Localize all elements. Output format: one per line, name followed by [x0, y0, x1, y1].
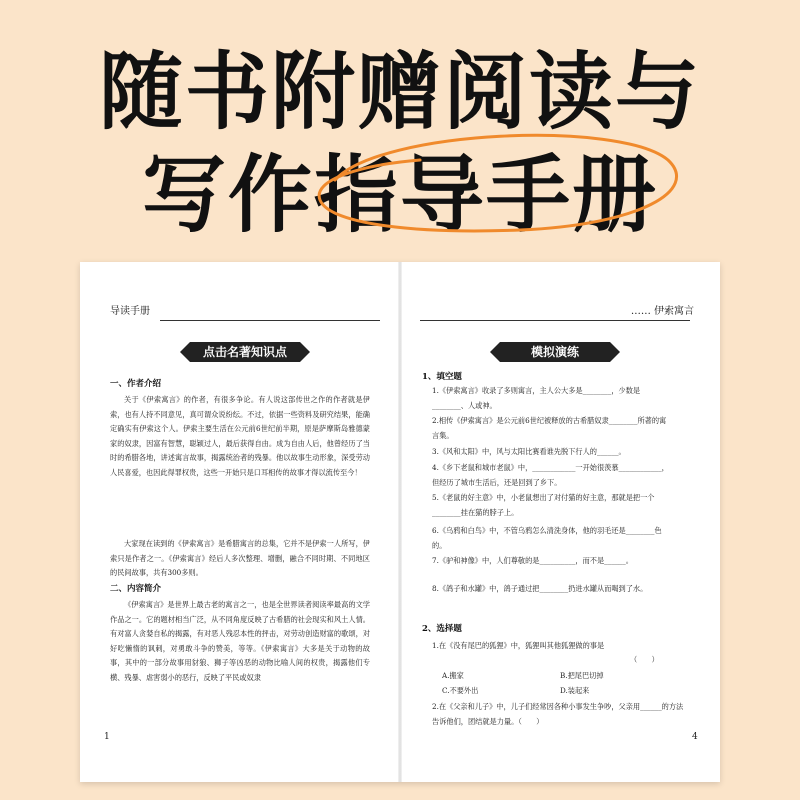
question-item: 2.在《父亲和儿子》中，儿子们经常因各种小事发生争吵，父亲用______的方法告诉他们，团结就是力量。（ ）: [432, 702, 684, 726]
header-rule: [160, 320, 380, 321]
section-title: 二、内容简介: [110, 584, 162, 594]
paragraph: 《伊索寓言》是世界上最古老的寓言之一，也是全世界读者阅读率最高的文学作品之一。它的题材相当广泛，从不同角度反映了古希腊的社会现实和风土人情。有对富人贪婪自私的揭露，有对恶人残忍本性的抨击，对劳动创造财富的歌颂，对好吃懒惰的讽刺，对勇敢斗争的赞美，等等。《伊索寓言》大多是关于动物的故事，其中的一部分故事用豺狼、狮子等凶恶的动物比喻人间的权贵，揭露他们专横、残暴、虐害弱小的恶行，反映了平民或奴隶: [110, 600, 370, 682]
option-b: B.把尾巴切掉: [560, 671, 604, 680]
header-title: 伊索寓言: [654, 306, 694, 317]
open-book: [80, 262, 720, 782]
section-title: 2、选择题: [422, 624, 462, 634]
section-banner: 模拟演练: [500, 342, 610, 362]
question-item: 2.相传《伊索寓言》是公元前6世纪被释放的古希腊奴隶________所著的寓言集。: [432, 416, 667, 440]
book-title-header: [631, 302, 694, 317]
question-item: 4.《乡下老鼠和城市老鼠》中，____________一开始很羡慕____________，但经历了城市生活后，还是回到了乡下。: [432, 463, 669, 487]
paragraph: 大家现在读到的《伊索寓言》是希腊寓言的总集，它并不是伊索一人所写，伊索只是作者之一。《伊索寓言》经后人多次整理、增删，融合不同时期、不同地区的民间故事，共有300多则。: [110, 539, 370, 578]
left-page: [80, 262, 400, 782]
section-title: 1、填空题: [422, 372, 462, 382]
question-item: 1.《伊索寓言》收录了多则寓言，主人公大多是________，少数是________、人或神。: [432, 386, 641, 410]
handbook-logo: 导读手册: [110, 306, 150, 317]
question-item: 6.《乌鸦和白鸟》中，不管乌鸦怎么清洗身体，他的羽毛还是________色的。: [432, 526, 662, 550]
question-item: 8.《鸽子和水罐》中，鸽子通过把________扔进水罐从而喝到了水。: [432, 584, 648, 593]
header-rule: [420, 320, 690, 321]
question-item: 3.《风和太阳》中，风与太阳比赛看谁先脱下行人的______。: [432, 447, 626, 456]
section-title: 一、作者介绍: [110, 379, 162, 389]
question-item: 7.《驴和神像》中，人们尊敬的是__________，而不是______。: [432, 556, 633, 565]
header-dots: ……: [630, 306, 651, 317]
question-item: 5.《老鼠的好主意》中，小老鼠想出了对付猫的好主意，那就是把一个________挂在猫的脖子上。: [432, 493, 655, 517]
page-number: 1: [104, 732, 110, 742]
answer-bracket: （ ）: [630, 655, 659, 664]
section-banner: 点击名著知识点: [190, 342, 300, 362]
option-c: C.不要外出: [442, 686, 479, 695]
option-d: D.装起来: [560, 686, 590, 695]
page-number: 4: [692, 732, 698, 742]
question-item: 1.在《没有尾巴的狐狸》中，狐狸叫其他狐狸做的事是: [432, 641, 605, 650]
right-page: [400, 262, 720, 782]
paragraph: 关于《伊索寓言》的作者，有很多争论。有人说这部传世之作的作者就是伊索，也有人持不同意见，真可谓众说纷纭。不过，依据一些资料及研究结果，能确定确实有伊索这个人。伊索主要生活在公元前6世纪前半期，原是萨摩斯岛雅德蒙家的奴隶，因富有智慧，聪颖过人，最后获得自由。成为自由人后，他曾经历了当时的希腊各地，讲述寓言故事，揭露统治者的残暴。他以故事生动形象，深受劳动人民喜爱，也因此得罪权贵，这些一开始只是口耳相传的故事才得以流传至今！: [110, 395, 370, 477]
option-a: A.搬家: [442, 671, 464, 680]
headline-line-1: 随书附赠阅读与: [98, 43, 701, 141]
headline-line-2: 写作指导手册: [141, 146, 658, 244]
